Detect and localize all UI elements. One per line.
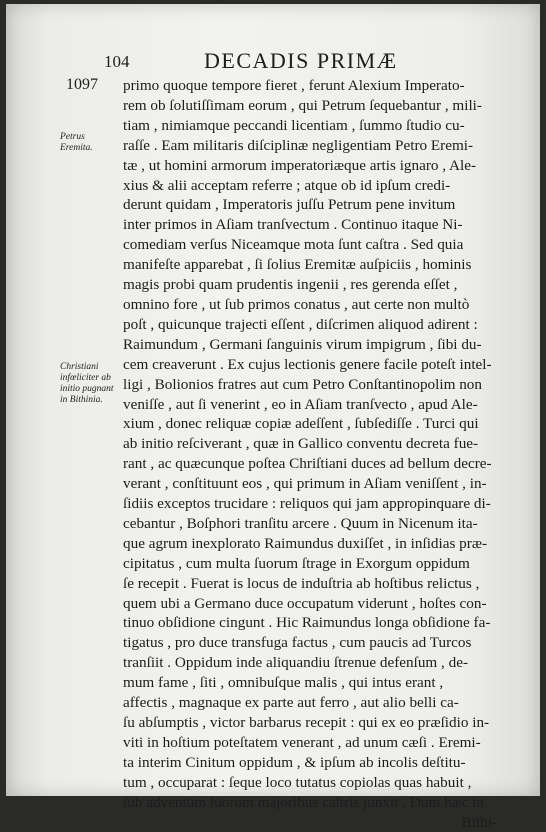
text-line: ta interim Cinitum oppidum , & ipſum ab incolis deſtitu- (123, 753, 466, 771)
body-text (123, 76, 519, 832)
text-line: cipitatus , cum multa ſuorum ſtrage in Exorgum oppidum (123, 554, 470, 572)
text-line: rem ob ſolutiſſimam eorum , qui Petrum ſequebantur , mili- (123, 96, 482, 114)
text-line: xium , donec reliquæ copiæ adeſſent , ſubſediſſe . Turci qui (123, 415, 479, 433)
text-line: ligi , Bolionios fratres aut cum Petro Conſtantinopolim non (123, 375, 482, 393)
text-line: derunt quidam , Imperatoris juſſu Petrum pene invitum (123, 196, 456, 214)
running-title: DECADIS PRIMÆ (204, 48, 398, 73)
text-line: poſt , quicunque trajecti eſſent , diſcrimen aliquod adirent : (123, 315, 478, 333)
text-line: ſub adventum ſuorum majoribus caſtris junxit . Dum hæc in (123, 793, 485, 811)
text-line: manifeſte apparebat , ſi ſolius Eremitæ auſpiciis , hominis (123, 256, 472, 274)
text-line: veniſſe , aut ſi venerint , eo in Aſiam tranſvecto , apud Ale- (123, 395, 478, 413)
margin-year: 1097 (66, 76, 98, 93)
marginal-note-petrus-eremita: Petrus Eremita. (60, 132, 93, 153)
text-line: comediam verſus Niceamque mota ſunt caſtra . Sed quia (123, 236, 464, 254)
text-line: quem ubi a Germano duce occupatum viderunt , hoſtes con- (123, 594, 487, 612)
text-line: que agrum inexplorato Raimundus duxiſſet , in inſidias præ- (123, 534, 488, 552)
text-line: cebantur , Boſphori tranſitu arcere . Quum in Nicenum ita- (123, 514, 478, 532)
running-head (6, 48, 540, 74)
text-line: tæ , ut homini armorum imperatoriæque artis ignaro , Ale- (123, 156, 477, 174)
page-number: 104 (104, 52, 130, 71)
text-line: tiam , nimiamque peccandi licentiam , ſummo ſtudio cu- (123, 116, 465, 134)
text-line: verant , conſtituunt eos , qui primum in Aſiam veniſſent , in- (123, 475, 487, 493)
book-page (6, 4, 540, 831)
text-line: raſſe . Eam militaris diſciplinæ negligentiam Petro Eremi- (123, 136, 474, 154)
text-line: ſu abſumptis , victor barbarus recepit : qui ex eo præſidio in- (123, 714, 490, 731)
text-line: tigatus , pro duce transfuga factus , cum paucis ad Turcos (123, 634, 472, 652)
text-line: affectis , magnaque ex parte aut ferro , aut alio belli ca- (123, 694, 459, 712)
text-line: ab initio reſciverant , quæ in Gallico conventu decreta fue- (123, 435, 479, 453)
marginal-note-christiani: Christiani infœliciter ab initio pugnant in Bithinia. (60, 362, 114, 405)
text-line: ſe recepit . Fuerat is locus de induſtria ab hoſtibus relictus , (123, 574, 480, 592)
text-line: ſidiis exceptos trucidare : reliquos qui jam appropinquare di- (123, 495, 491, 513)
text-line: tranſiit . Oppidum inde aliquandiu ſtrenue defenſum , de- (123, 654, 469, 672)
text-line: tum , occuparat : ſeque loco tutatus copiolas quas habuit , (123, 773, 472, 791)
catchword: Bithi- (461, 813, 497, 831)
text-line: mum fame , ſiti , omnibuſque malis , qui intus erant , (123, 674, 444, 692)
text-line: xius & alii acceptam referre ; atque ob id ipſum credi- (123, 176, 451, 194)
text-line: tinuo obſidione cingunt . Hic Raimundus longa obſidione fa- (123, 614, 491, 632)
text-line: cem creaverunt . Ex cujus lectionis genere facile poteſt intel- (123, 355, 492, 373)
text-line: rant , ac quæcunque poſtea Chriſtiani duces ad bellum decre- (123, 455, 492, 473)
text-line: omnino fore , ut ſub primos conatus , aut certe non multò (123, 295, 470, 313)
text-line: inter primos in Aſiam tranſvectum . Continuo itaque Ni- (123, 216, 463, 234)
text-line: primo quoque tempore fieret , ferunt Alexium Imperato- (123, 77, 465, 94)
text-line: viti in hoſtium poteſtatem venerant , ad unum cæſi . Eremi- (123, 733, 481, 751)
text-line: Raimundum , Germani ſanguinis virum impigrum , ſibi du- (123, 335, 482, 353)
text-line: magis probi quam prudentis ingenii , res gerenda eſſet , (123, 276, 458, 294)
